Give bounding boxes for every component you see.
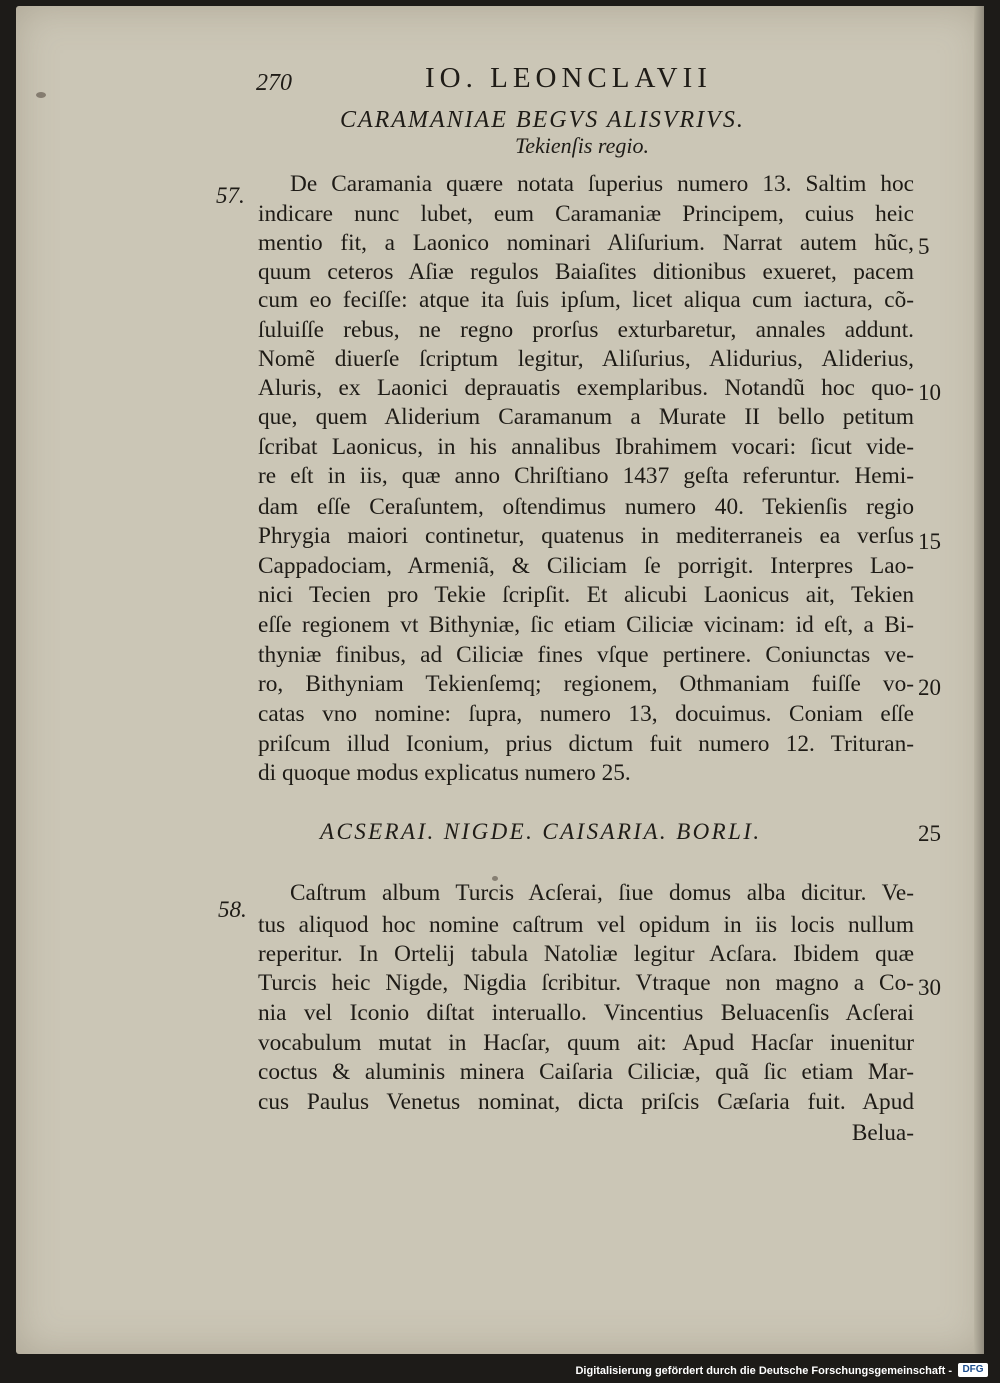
margin-line-number: 30 <box>918 975 941 1000</box>
margin-line-number: 20 <box>918 675 941 700</box>
text-line: De Caramania quære notata ſuperius numero 13. Saltim hoc <box>290 171 914 197</box>
text-line: dam eſſe Ceraſuntem, oſtendimus numero 40. Tekienſis regio <box>258 494 914 520</box>
dfg-logo: DFG <box>958 1363 988 1377</box>
text-line: ſuluiſſe rebus, ne regno prorſus exturbaretur, annales addunt. <box>258 317 914 343</box>
text-line: di quoque modus explicatus numero 25. <box>258 760 631 786</box>
text-line: ſcribat Laonicus, in his annalibus Ibrahimem vocari: ſicut vide- <box>258 434 914 460</box>
text-line: re eſt in iis, quæ anno Chriſtiano 1437 geſta referuntur. Hemi- <box>258 463 914 489</box>
text-line: que, quem Aliderium Caramanum a Murate II bello petitum <box>258 404 914 430</box>
text-line: priſcum illud Iconium, prius dictum fuit numero 12. Trituran- <box>258 731 914 757</box>
section-title: ACSERAI. NIGDE. CAISARIA. BORLI. <box>320 819 762 844</box>
catchword: Belua- <box>851 1120 914 1146</box>
section-number: 58. <box>218 897 247 922</box>
text-line: catas vno nomine: ſupra, numero 13, docuimus. Coniam eſſe <box>258 701 914 727</box>
margin-line-number: 5 <box>918 234 930 259</box>
text-line: nici Tecien pro Tekie ſcripſit. Et alicubi Laonicus ait, Tekien <box>258 582 914 608</box>
text-line: reperitur. In Ortelij tabula Natoliæ legitur Acſara. Ibidem quæ <box>258 941 914 967</box>
margin-line-number: 25 <box>918 821 941 846</box>
text-line: tus aliquod hoc nomine caſtrum vel opidum in iis locis nullum <box>258 912 914 938</box>
text-line: indicare nunc lubet, eum Caramaniæ Principem, cuius heic <box>258 201 914 227</box>
text-line: thyniæ finibus, ad Ciliciæ fines vſque pertinere. Coniunctas ve- <box>258 642 914 668</box>
margin-line-number: 15 <box>918 529 941 554</box>
margin-line-number: 10 <box>918 380 941 405</box>
text-line: cum eo feciſſe: atque ita ſuis ipſum, licet aliqua cum iactura, cõ- <box>258 287 914 313</box>
text-line: mentio fit, a Laonico nominari Aliſurium. Narrat autem hũc, <box>258 230 914 256</box>
text-line: coctus & aluminis minera Caiſaria Ciliciæ, quã ſic etiam Mar- <box>258 1059 914 1085</box>
text-line: Turcis heic Nigde, Nigdia ſcribitur. Vtraque non magno a Co- <box>258 970 914 996</box>
text-line: cus Paulus Venetus nominat, dicta priſcis Cæſaria fuit. Apud <box>258 1089 914 1115</box>
text-line: nia vel Iconio diſtat interuallo. Vincentius Beluacenſis Acſerai <box>258 1000 914 1026</box>
text-line: Cappadociam, Armeniã, & Ciliciam ſe porrigit. Interpres Lao- <box>258 553 914 579</box>
page-edge <box>974 6 984 1354</box>
text-line: ro, Bithyniam Tekienſemq; regionem, Othmaniam fuiſſe vo- <box>258 671 914 697</box>
text-line: vocabulum mutat in Hacſar, quum ait: Apud Hacſar inuenitur <box>258 1030 914 1056</box>
text-line: Aluris, ex Laonici deprauatis exemplaribus. Notandũ hoc quo- <box>258 375 914 401</box>
running-head-author: IO. LEONCLAVII <box>425 62 712 94</box>
text-line: Caſtrum album Turcis Acſerai, ſiue domus alba dicitur. Ve- <box>290 880 914 906</box>
digitization-credit: Digitalisierung gefördert durch die Deutsche Forschungsgemeinschaft - <box>575 1365 952 1377</box>
text-line: quum ceteros Aſiæ regulos Baiaſites ditionibus exueret, pacem <box>258 259 914 285</box>
text-line: Nomẽ diuerſe ſcriptum legitur, Aliſurius, Alidurius, Aliderius, <box>258 346 914 372</box>
text-line: eſſe regionem vt Bithyniæ, ſic etiam Ciliciæ vicinam: id eſt, a Bi- <box>258 612 914 638</box>
text-line: Phrygia maiori continetur, quatenus in mediterraneis ea verſus <box>258 523 914 549</box>
section-number: 57. <box>216 183 245 208</box>
section-subtitle: Tekienſis regio. <box>515 133 650 158</box>
page-number: 270 <box>256 70 292 96</box>
ink-blemish <box>36 92 46 98</box>
section-title: CARAMANIAE BEGVS ALISVRIVS. <box>340 107 745 133</box>
